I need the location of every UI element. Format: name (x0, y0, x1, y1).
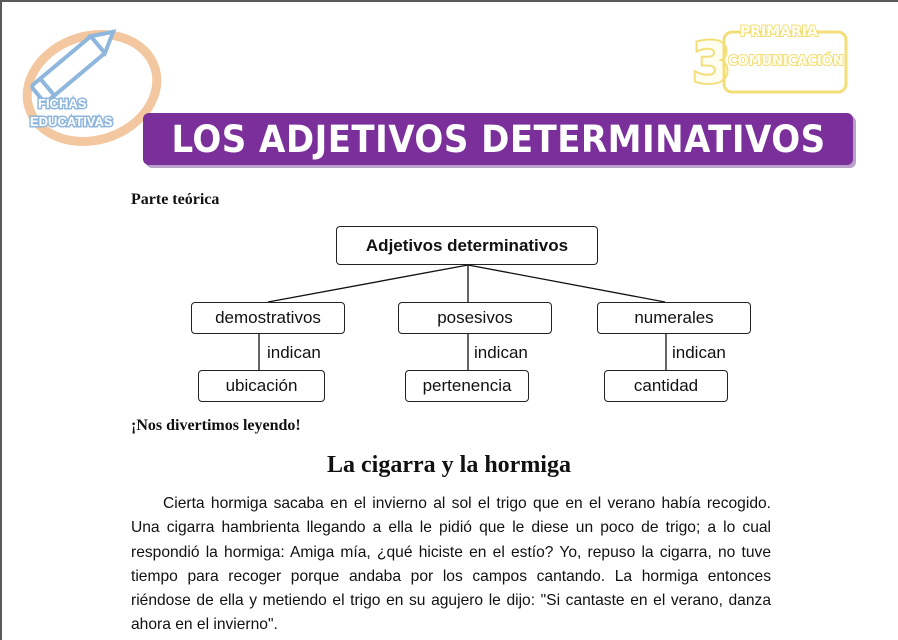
diagram-meaning-ubicacion: ubicación (198, 370, 325, 402)
diagram-type-posesivos: posesivos (398, 302, 552, 334)
diagram-meaning-pertenencia: pertenencia (405, 370, 529, 402)
grade-subject: COMUNICACIÓN (728, 54, 844, 69)
diagram-meaning-cantidad: cantidad (604, 370, 728, 402)
story-paragraph: Cierta hormiga sacaba en el invierno al sol el trigo que en el verano había recogido. Una cigarra hambrienta llegando a ella le pidió que le diese un poco de trigo; a lo cual respondió la hormiga: Amiga mía, ¿qué hiciste en el estío? Yo, repuso la cigarra, no tuve tiempo para recoger porque andaba por los campos cantando. La hormiga entonces riéndose de ella y metiendo el trigo en su agujero le dijo: "Si cantaste en el verano, danza ahora en el invierno". (131, 495, 771, 634)
logo-line2: EDUCATIVAS (30, 114, 113, 129)
logo-line1: FICHAS (38, 96, 87, 111)
diagram-connector-label: indican (474, 343, 528, 362)
diagram-type-demostrativos: demostrativos (191, 302, 345, 334)
story-title: La cigarra y la hormiga (327, 452, 571, 478)
diagram-type-numerales: numerales (597, 302, 751, 334)
grade-level: PRIMARIA (740, 24, 818, 40)
page-title: LOS ADJETIVOS DETERMINATIVOS (170, 117, 826, 161)
section-theory-heading: Parte teórica (131, 191, 220, 208)
grade-number: 3 (692, 31, 731, 96)
section-reading-heading: ¡Nos divertimos leyendo! (131, 417, 301, 434)
diagram-connector-label: indican (672, 343, 726, 362)
diagram-connector-label: indican (267, 343, 321, 362)
diagram-root: Adjetivos determinativos (336, 226, 598, 265)
